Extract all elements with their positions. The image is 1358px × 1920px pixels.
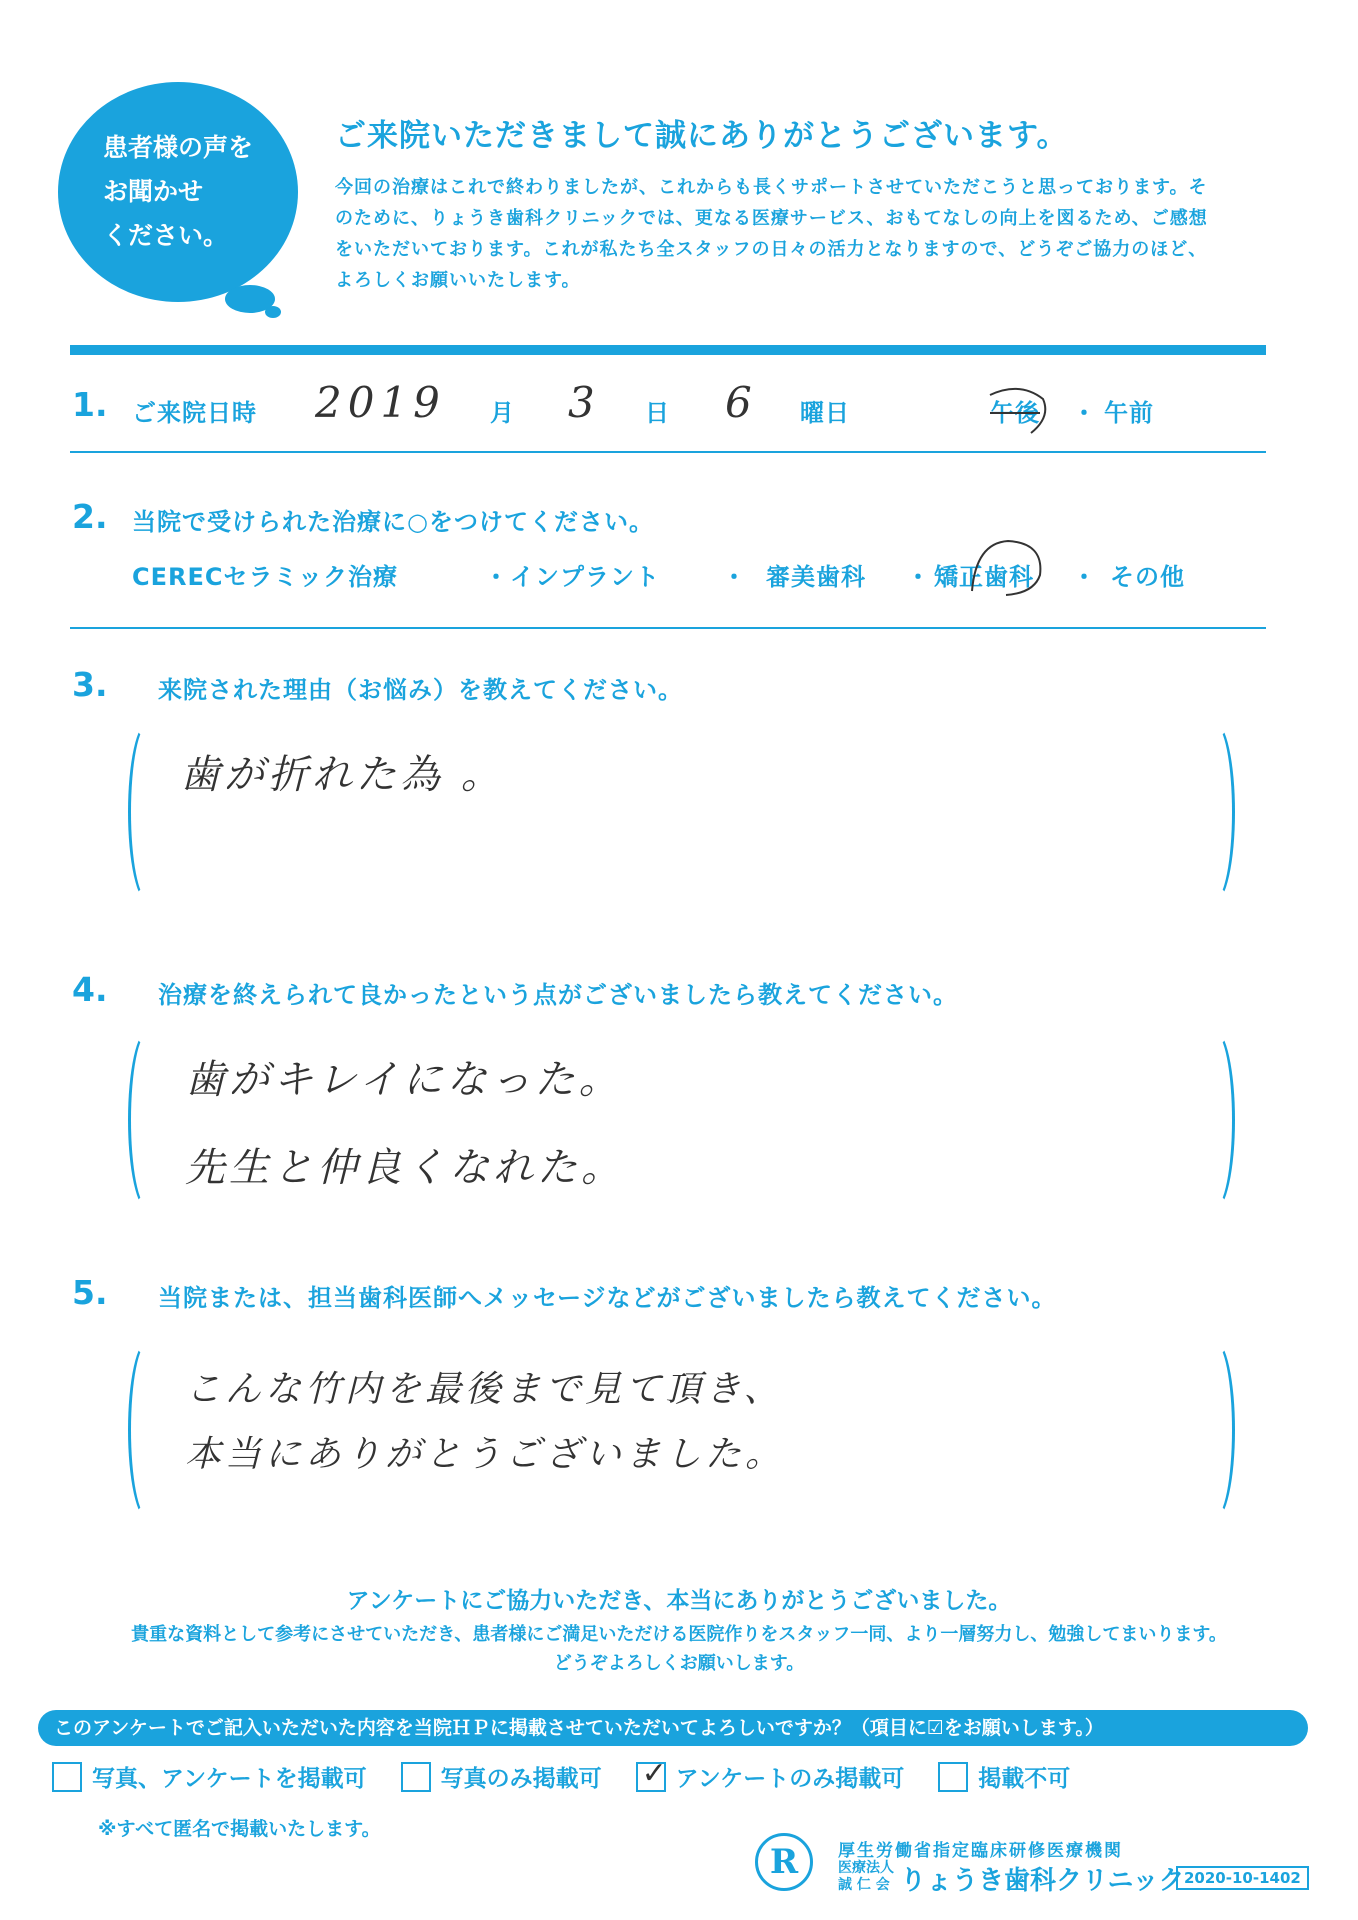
consent-option-label: 写真のみ掲載可 [440,1766,602,1792]
q4-answer-line2[interactable]: 先生と仲良くなれた。 [185,1145,625,1191]
q1-label: ご来院日時 [132,399,257,427]
closing-body-line1: 貴重な資料として参考にさせていただき、患者様にご満足いただける医院作りをスタッフ一同、より一層努力し、勉強してまいります。 [131,1624,1227,1645]
checkbox-photo-only[interactable] [401,1762,431,1792]
q1-pm[interactable]: 午後 [990,399,1040,427]
q1-am[interactable]: 午前 [1104,399,1154,427]
q1-pm-circle-mark [985,385,1055,440]
q5-right-bracket [1195,1340,1235,1520]
header-divider [70,345,1266,355]
checkbox-photo-and-survey[interactable] [52,1762,82,1792]
q3-label: 来院された理由（お悩み）を教えてください。 [158,676,683,704]
q2-option-orthodontic[interactable]: 矯正歯科 [934,563,1034,591]
q1-number: 1. [72,385,108,424]
consent-option-photo-and-survey[interactable] [52,1760,367,1793]
closing-body [0,1620,1358,1678]
checkbox-not-allowed[interactable] [938,1762,968,1792]
q5-label: 当院または、担当歯科医師へメッセージなどがございましたら教えてください。 [158,1284,1057,1312]
bubble-text: 患者様の声を お聞かせ ください。 [102,133,253,250]
q5-number: 5. [72,1273,108,1312]
q4-right-bracket [1195,1030,1235,1210]
anonymous-note: ※すべて匿名で掲載いたします。 [98,1818,381,1840]
q3-number: 3. [72,665,108,704]
org-corporation: 医療法人 誠 仁 会 [838,1860,894,1893]
consent-option-not-allowed[interactable] [938,1760,1070,1793]
q1-day-label: 日 [645,399,670,427]
consent-options [52,1760,1312,1793]
consent-option-photo-only[interactable] [401,1760,602,1793]
consent-option-survey-only[interactable] [636,1760,905,1793]
consent-option-label: アンケートのみ掲載可 [675,1766,905,1792]
q2-label: 当院で受けられた治療に○をつけてください。 [132,508,654,536]
q2-sep-2: ・ [722,563,747,591]
q2-selection-circle-mark [968,535,1048,600]
q2-sep-1: ・ [484,563,509,591]
q1-weekday[interactable]: 6 [725,378,752,427]
q4-answer-line1[interactable]: 歯がキレイになった。 [185,1057,623,1103]
q3-right-bracket [1195,722,1235,902]
q1-month-label: 月 [490,399,515,427]
consent-option-label: 写真、アンケートを掲載可 [92,1766,367,1792]
checkbox-survey-only-checked[interactable] [636,1762,666,1792]
q4-label: 治療を終えられて良かったという点がございましたら教えてください。 [158,981,958,1009]
q2-option-other[interactable]: その他 [1110,563,1185,591]
bubble-tail-small [265,306,281,318]
q1-divider [70,451,1266,453]
q2-sep-3: ・ [906,563,931,591]
q1-weekday-label: 曜日 [800,399,850,427]
q4-number: 4. [72,970,108,1009]
consent-question-bar: このアンケートでご記入いただいた内容を当院ＨＰに掲載させていただいてよろしいですか？（項目に☑をお願いします。） [38,1710,1308,1746]
q2-option-cerec[interactable]: CERECセラミック治療 [132,563,399,591]
q2-sep-4: ・ [1072,563,1097,591]
clinic-logo-icon: R [755,1833,813,1891]
q1-month[interactable]: 3 [568,378,595,427]
org-designation: 厚生労働省指定臨床研修医療機関 [838,1841,1123,1861]
q2-divider [70,627,1266,629]
q2-option-aesthetic[interactable]: 審美歯科 [766,563,866,591]
q2-number: 2. [72,497,108,536]
q3-answer[interactable]: 歯が折れた為 。 [180,752,505,798]
clinic-name: りょうき歯科クリニック [900,1866,1185,1896]
q5-answer-line2[interactable]: 本当にありがとうございました。 [185,1434,786,1475]
form-code: 2020-10-1402 [1176,1866,1309,1890]
q1-separator: ・ [1072,399,1097,427]
intro-text: 今回の治療はこれで終わりましたが、これからも長くサポートさせていただこうと思っております。そのために、りょうき歯科クリニックでは、更なる医療サービス、おもてなしの向上を図るため、ご感想をいただいております。これが私たち全スタッフの日々の活力となりますので、どうぞご協力のほど、よろしくお願いいたします。 [335,177,1208,291]
consent-option-label: 掲載不可 [978,1766,1071,1792]
q5-left-bracket [128,1340,168,1520]
q4-left-bracket [128,1030,168,1210]
closing-title: アンケートにご協力いただき、本当にありがとうございました。 [346,1588,1012,1614]
header-bubble [58,82,298,302]
thanks-title: ご来院いただきまして誠にありがとうございます。 [335,118,1069,154]
q1-year[interactable]: 2019 [315,378,446,427]
q2-option-implant[interactable]: インプラント [510,563,660,591]
q5-answer-line1[interactable]: こんな竹内を最後まで見て頂き、 [185,1369,784,1410]
closing-body-line2: どうぞよろしくお願いします。 [553,1653,805,1674]
q3-left-bracket [128,722,168,902]
